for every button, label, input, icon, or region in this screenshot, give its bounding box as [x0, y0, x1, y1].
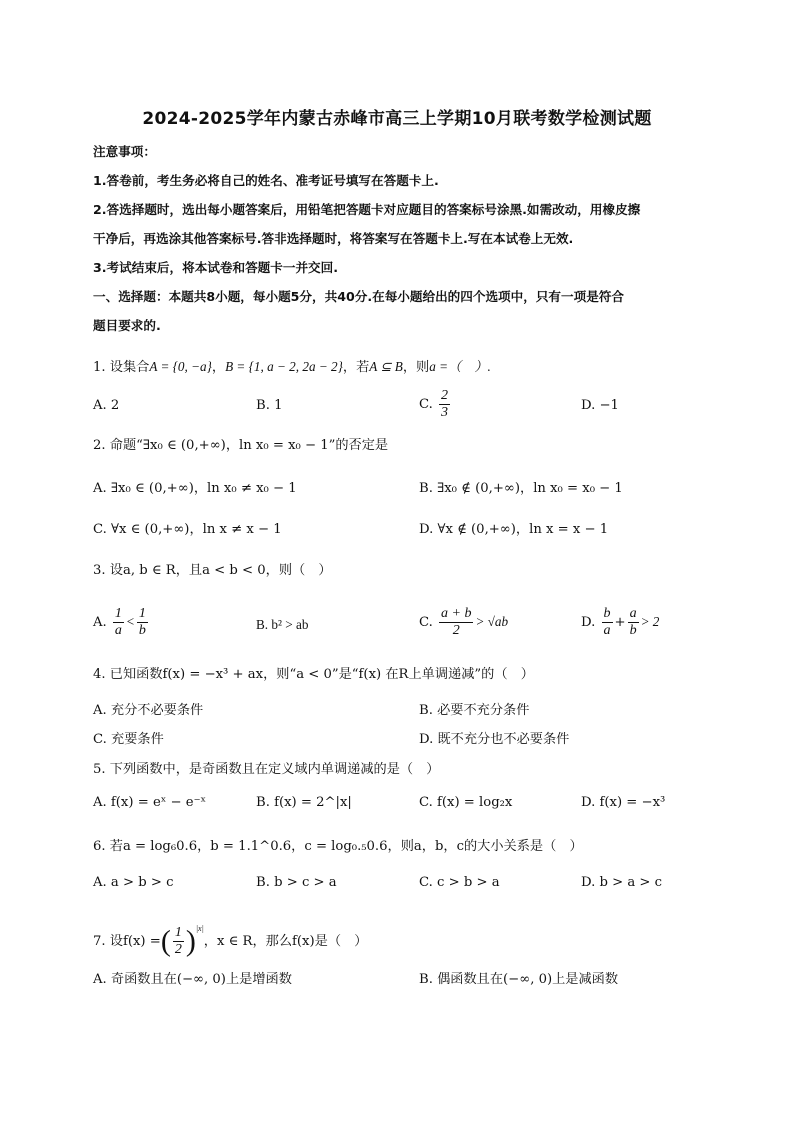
question-4-stem: 4. 已知函数f(x) = −x³ + ax，则“a < 0”是“f(x) 在R上单调递减”的（ ） [93, 667, 534, 682]
question-3-stem: 3. 设a, b ∈ R，且a < b < 0，则（ ） [93, 563, 332, 578]
q1-set-a: A = {0, −a} [149, 359, 212, 374]
q6-option-b[interactable]: B. b > c > a [256, 875, 337, 890]
q1-option-a[interactable]: A. 2 [93, 398, 120, 413]
notice-item-1: 1.答卷前，考生务必将自己的姓名、准考证号填写在答题卡上. [93, 173, 439, 188]
q4-option-a[interactable]: A. 充分不必要条件 [93, 703, 204, 718]
q1-end: ，则 [402, 360, 430, 375]
q1-option-b[interactable]: B. 1 [256, 398, 283, 413]
q7-option-b[interactable]: B. 偶函数且在(−∞, 0)上是减函数 [419, 972, 619, 987]
q5-option-b[interactable]: B. f(x) = 2^|x| [256, 795, 352, 810]
q3-option-c[interactable] [419, 606, 508, 639]
question-2-stem: 2. 命题“∃x₀ ∈ (0,+∞)，ln x₀ = x₀ − 1”的否定是 [93, 438, 389, 453]
question-5-stem: 5. 下列函数中，是奇函数且在定义域内单调递减的是（ ） [93, 762, 440, 777]
q3-option-d-fraction-2: $\frac{a}{b}$ [629, 606, 637, 638]
q3-option-b[interactable]: B. b² > ab [256, 617, 309, 632]
q6-option-d[interactable]: D. b > a > c [581, 875, 663, 890]
q3-option-d-label: D. [581, 615, 596, 630]
q3-option-c-rhs: > √ab [475, 614, 509, 629]
q2-option-a[interactable]: A. ∃x₀ ∈ (0,+∞)，ln x₀ ≠ x₀ − 1 [93, 481, 297, 496]
q4-option-b[interactable]: B. 必要不充分条件 [419, 703, 530, 718]
section-heading-line-1: 一、选择题：本题共8小题，每小题5分，共40分.在每小题给出的四个选项中，只有一项是符合 [93, 289, 624, 304]
q1-option-c[interactable] [419, 388, 452, 421]
q6-option-c[interactable]: C. c > b > a [419, 875, 500, 890]
q3-option-c-fraction: $\frac{a + b}{2}$ [441, 606, 472, 638]
q3-option-a[interactable]: A. $\frac{1}{a}$ < $\frac{1}{b}$ [93, 606, 146, 638]
q6-option-a[interactable]: A. a > b > c [93, 875, 174, 890]
q2-option-d[interactable]: D. ∀x ∉ (0,+∞)，ln x = x − 1 [419, 522, 609, 537]
q4-option-d[interactable]: D. 既不充分也不必要条件 [419, 732, 570, 747]
q1-option-c-fraction: $\frac{2}{3}$ [441, 388, 449, 420]
section-heading-line-2: 题目要求的. [93, 318, 161, 333]
q3-option-d[interactable]: D. $\frac{b}{a}$ + $\frac{a}{b}$ > 2 [581, 606, 660, 638]
q1-option-c-label: C. [419, 397, 433, 412]
q1-set-b: B = {1, a − 2, 2a − 2} [225, 359, 343, 374]
q3-option-a-label: A. [93, 615, 107, 630]
q1-ask: a =（ ）. [429, 359, 491, 374]
notice-item-3: 3.考试结束后，将本试卷和答题卡一并交回. [93, 260, 339, 275]
notice-heading: 注意事项： [93, 144, 156, 159]
q7-exponent: |x| [195, 924, 204, 933]
q7-suffix: ，x ∈ R，那么f(x)是（ ） [203, 934, 368, 949]
q2-option-c[interactable]: C. ∀x ∈ (0,+∞)，ln x ≠ x − 1 [93, 522, 282, 537]
q1-option-d[interactable]: D. −1 [581, 398, 619, 413]
q5-option-c[interactable]: C. f(x) = log₂x [419, 795, 513, 810]
question-1-stem: 1. 设集合A = {0, −a}，B = {1, a − 2, 2a − 2}，若A ⊆ B，则a =（ ）. [93, 359, 491, 375]
q4-option-c[interactable]: C. 充要条件 [93, 732, 164, 747]
question-6-stem: 6. 若a = log₆0.6，b = 1.1^0.6，c = log₀.₅0.6，则a，b，c的大小关系是（ ） [93, 839, 583, 854]
q7-option-a[interactable]: A. 奇函数且在(−∞, 0)上是增函数 [93, 972, 292, 987]
notice-item-2-line-1: 2.答选择题时，选出每小题答案后，用铅笔把答题卡对应题目的答案标号涂黑.如需改动，用橡皮擦 [93, 202, 641, 217]
q2-option-b[interactable]: B. ∃x₀ ∉ (0,+∞)，ln x₀ = x₀ − 1 [419, 481, 623, 496]
q3-option-d-fraction-1: $\frac{b}{a}$ [603, 606, 611, 638]
q7-base-fraction: $\frac{1}{2}$ [174, 925, 182, 957]
q1-mid: ，若 [342, 360, 370, 375]
q3-option-d-rhs: > 2 [640, 614, 660, 629]
q3-option-c-label: C. [419, 615, 433, 630]
notice-item-2-line-2: 干净后，再选涂其他答案标号.答非选择题时，将答案写在答题卡上.写在本试卷上无效. [93, 231, 574, 246]
q3-option-a-lhs-fraction: $\frac{1}{a}$ [114, 606, 122, 638]
q5-option-d[interactable]: D. f(x) = −x³ [581, 795, 666, 810]
q7-prefix: 7. 设f(x) = [93, 934, 161, 949]
question-7-stem: 7. 设f(x) =( $\frac{1}{2}$ )$^{|x|}$，x ∈ R，那么f(x)是（ ） [93, 924, 368, 958]
q5-option-a[interactable]: A. f(x) = eˣ − e⁻ˣ [93, 795, 207, 810]
q3-option-a-rhs-fraction: $\frac{1}{b}$ [138, 606, 146, 638]
q1-prefix: 1. 设集合 [93, 360, 150, 375]
page-title: 2024-2025学年内蒙古赤峰市高三上学期10月联考数学检测试题 [142, 109, 652, 129]
q1-condition: A ⊆ B [369, 359, 403, 374]
